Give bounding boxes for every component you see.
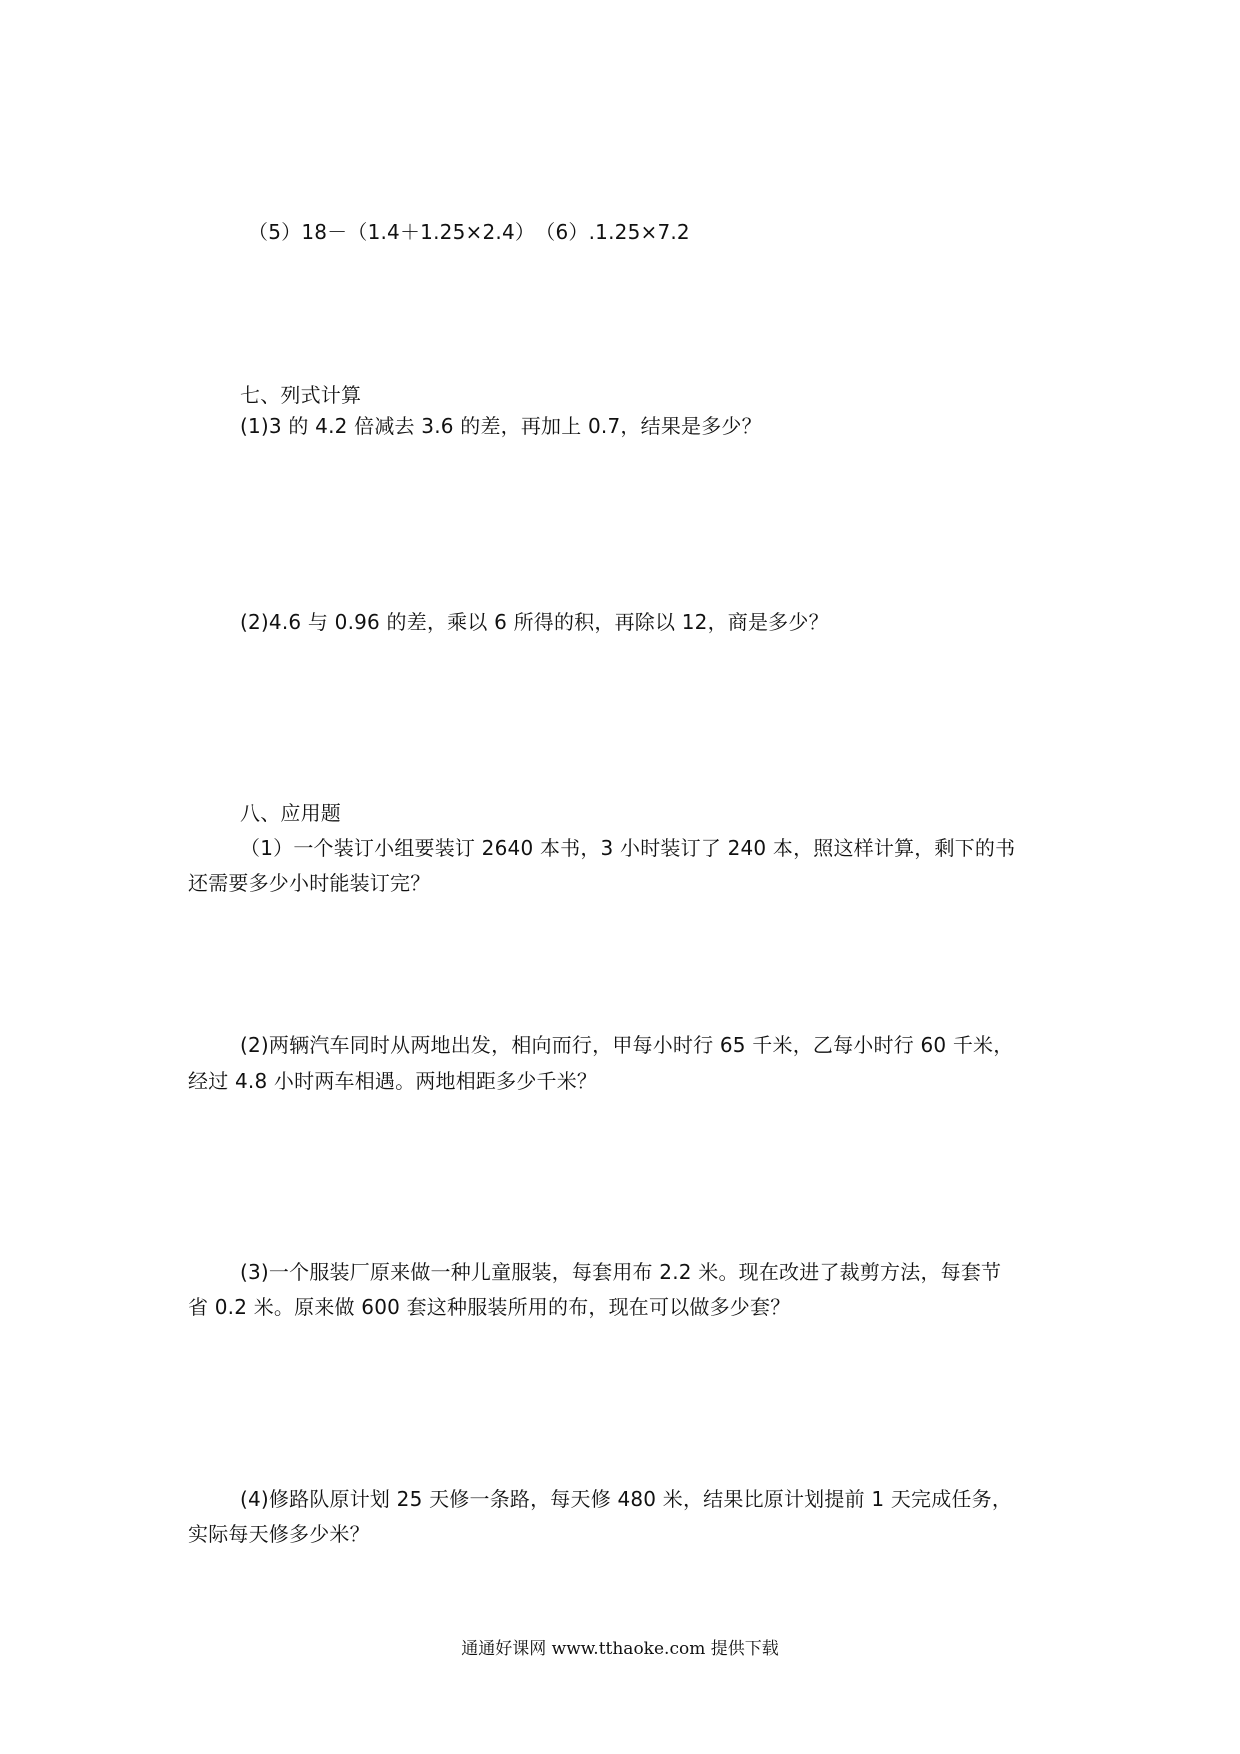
section-7-question-2: (2)4.6 与 0.96 的差，乘以 6 所得的积，再除以 12，商是多少？ bbox=[240, 610, 829, 634]
calculation-items-5-6: （5）18－（1.4＋1.25×2.4） （6）.1.25×7.2 bbox=[248, 220, 690, 244]
section-7-question-1: (1)3 的 4.2 倍减去 3.6 的差，再加上 0.7，结果是多少？ bbox=[240, 414, 762, 438]
section-8-question-1-line-1: （1）一个装订小组要装订 2640 本书，3 小时装订了 240 本，照这样计算，剩下的书 bbox=[240, 836, 1016, 860]
section-8-question-4-line-2: 实际每天修多少米？ bbox=[188, 1522, 370, 1546]
section-8-question-3-line-1: (3)一个服装厂原来做一种儿童服装，每套用布 2.2 米。现在改进了裁剪方法，每套节 bbox=[240, 1260, 1002, 1284]
section-8-question-2-line-1: (2)两辆汽车同时从两地出发，相向而行，甲每小时行 65 千米，乙每小时行 60 千米， bbox=[240, 1033, 1014, 1057]
section-7-heading: 七、列式计算 bbox=[240, 383, 362, 407]
download-source-footer: 通通好课网 www.tthaoke.com 提供下载 bbox=[461, 1639, 779, 1659]
section-8-question-3-line-2: 省 0.2 米。原来做 600 套这种服装所用的布，现在可以做多少套？ bbox=[188, 1295, 791, 1319]
section-8-question-1-line-2: 还需要多少小时能装订完？ bbox=[188, 871, 431, 895]
section-8-question-2-line-2: 经过 4.8 小时两车相遇。两地相距多少千米？ bbox=[188, 1069, 598, 1093]
section-8-heading: 八、应用题 bbox=[240, 801, 341, 825]
section-8-question-4-line-1: (4)修路队原计划 25 天修一条路，每天修 480 米，结果比原计划提前 1 天完成任务， bbox=[240, 1487, 1013, 1511]
